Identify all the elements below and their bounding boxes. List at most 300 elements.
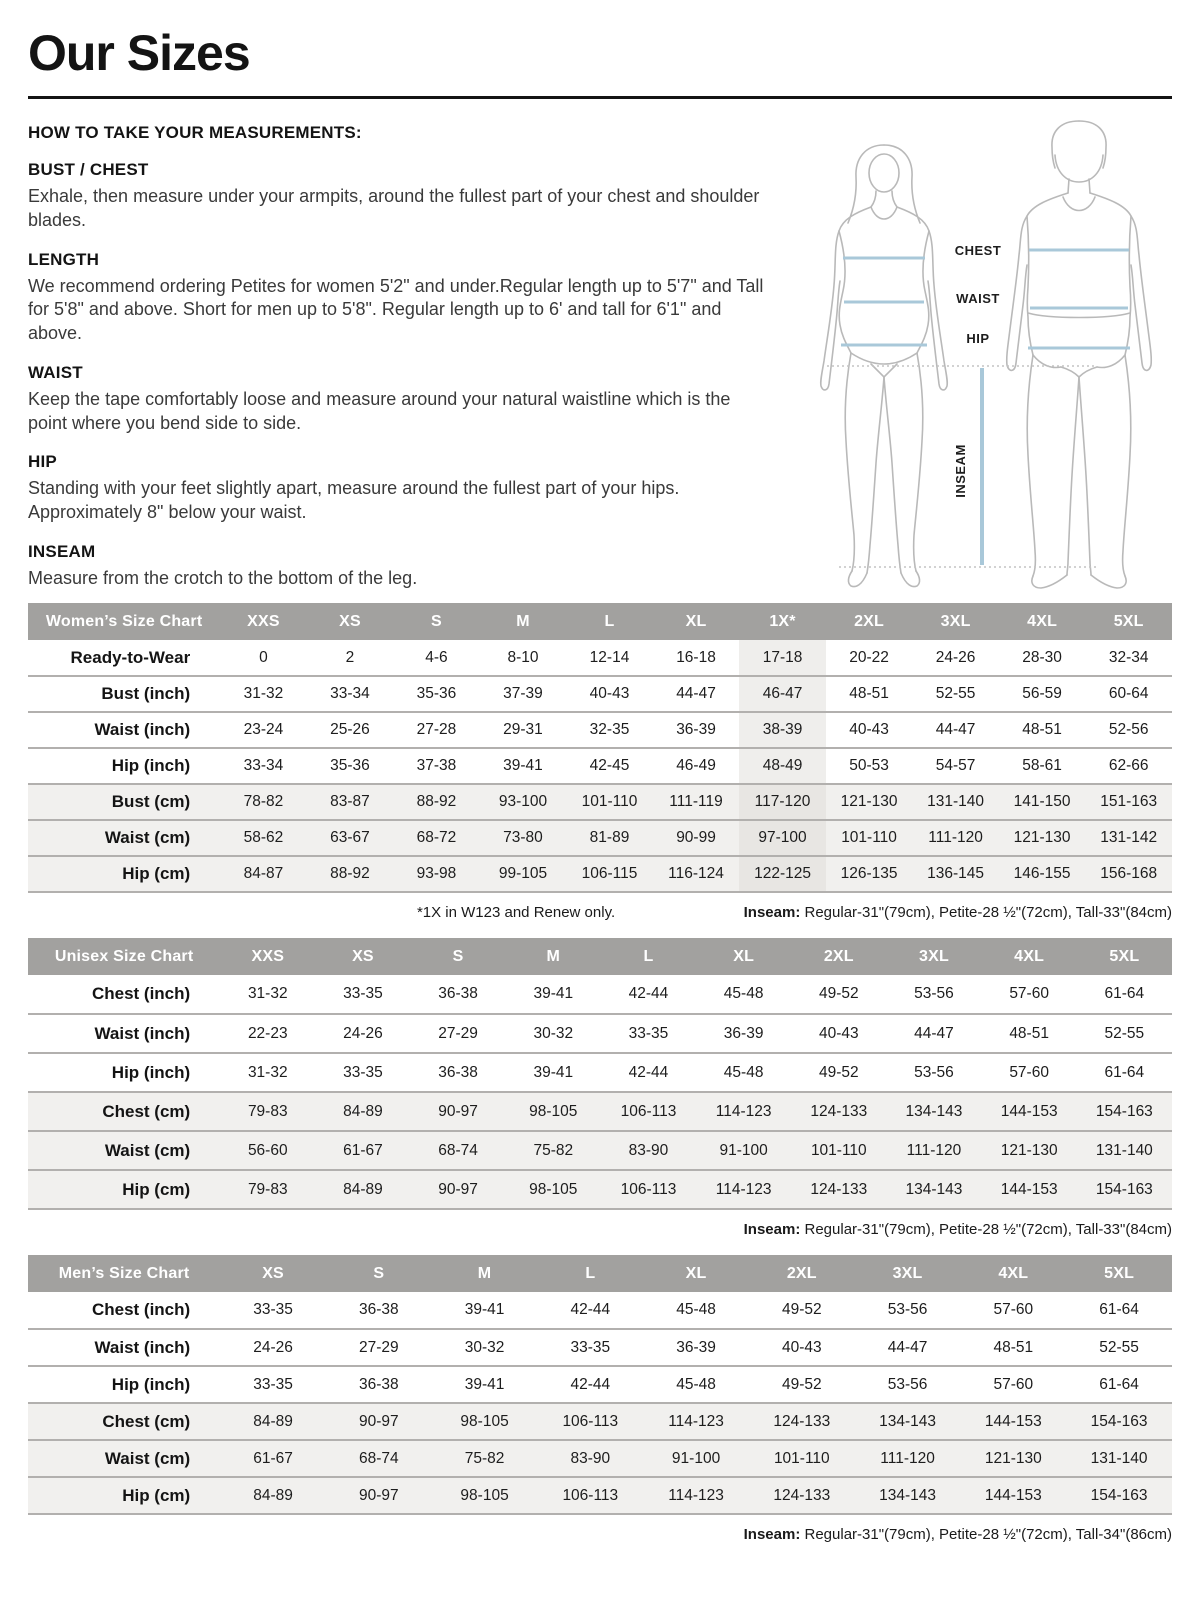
size-cell: 61-67 — [343, 1141, 383, 1159]
size-cell: 106-113 — [562, 1412, 619, 1430]
size-cell: 111-120 — [928, 829, 983, 846]
size-cell: 40-43 — [849, 721, 889, 738]
size-cell: 83-90 — [628, 1141, 669, 1159]
table-row — [28, 1440, 1172, 1477]
size-cell: 62-66 — [1108, 757, 1149, 774]
instruction-inseam — [28, 542, 770, 591]
size-cell: 39-41 — [464, 1301, 505, 1318]
size-cell: 144-153 — [984, 1486, 1042, 1504]
size-cell: 117-120 — [739, 784, 826, 820]
size-column-header: XXS — [220, 603, 307, 640]
size-cell: 156-168 — [1100, 865, 1158, 882]
table-title: Women’s Size Chart — [28, 603, 220, 640]
size-cell: 48-49 — [739, 748, 826, 784]
inseam-footnote-label: Inseam: — [743, 904, 801, 921]
size-cell: 90-97 — [438, 1180, 478, 1198]
instruction-body: Exhale, then measure under your armpits, around the fullest part of your chest and shoulder blades. — [28, 186, 760, 230]
size-column-header: 4XL — [982, 938, 1077, 975]
table-row — [28, 856, 1172, 892]
size-cell: 35-36 — [330, 757, 370, 774]
size-cell: 134-143 — [905, 1102, 963, 1120]
row-label: Waist (cm) — [104, 828, 191, 847]
instruction-heading: LENGTH — [28, 249, 100, 269]
size-cell: 124-133 — [810, 1102, 868, 1120]
size-column-header: M — [480, 603, 567, 640]
size-cell: 8-10 — [507, 648, 539, 666]
size-cell: 154-163 — [1095, 1102, 1153, 1120]
size-cell: 4-6 — [425, 648, 448, 666]
size-column-header: XS — [315, 938, 410, 975]
size-cell: 73-80 — [503, 829, 543, 846]
size-cell: 114-123 — [668, 1486, 724, 1504]
size-cell: 84-87 — [243, 865, 284, 882]
size-cell: 99-105 — [498, 865, 548, 882]
size-cell: 39-41 — [464, 1375, 505, 1393]
size-cell: 121-130 — [840, 793, 898, 810]
size-column-header: 2XL — [791, 938, 886, 975]
size-cell: 88-92 — [330, 865, 370, 882]
size-cell: 40-43 — [589, 685, 630, 702]
size-cell: 45-48 — [676, 1375, 716, 1393]
instruction-body: Measure from the crotch to the bottom of the leg. — [28, 567, 418, 588]
table-title: Men’s Size Chart — [28, 1255, 220, 1292]
inseam-footnote-text: Regular-31"(79cm), Petite-28 ½"(72cm), Tall-33"(84cm) — [800, 904, 1172, 921]
size-column-header: S — [411, 938, 506, 975]
size-cell: 39-41 — [503, 757, 543, 774]
size-cell: 36-38 — [438, 1063, 478, 1081]
size-cell: 151-163 — [1100, 793, 1158, 810]
size-cell: 36-39 — [676, 721, 716, 738]
size-cell: 114-123 — [668, 1412, 724, 1430]
instruction-body: Keep the tape comfortably loose and measure around your natural waistline which is the point where you bend side to side. — [28, 388, 731, 433]
size-cell: 57-60 — [1009, 1063, 1049, 1081]
size-cell: 57-60 — [993, 1375, 1034, 1393]
size-cell: 78-82 — [243, 793, 284, 810]
table-row — [28, 1477, 1172, 1514]
size-cell: 33-35 — [628, 1024, 669, 1042]
row-label: Waist (inch) — [94, 1023, 191, 1043]
size-column-header: XL — [653, 603, 740, 640]
size-cell: 101-110 — [841, 829, 897, 846]
size-cell: 52-55 — [1104, 1024, 1145, 1042]
table-row — [28, 1329, 1172, 1366]
size-cell: 84-89 — [253, 1412, 293, 1430]
inseam-footnote-text: Regular-31"(79cm), Petite-28 ½"(72cm), Tall-33"(84cm) — [800, 1221, 1172, 1238]
size-column-header: S — [326, 1255, 432, 1292]
size-cell: 42-44 — [628, 985, 669, 1002]
size-column-header: 5XL — [1077, 938, 1172, 975]
table-row — [28, 712, 1172, 748]
size-cell: 52-55 — [935, 685, 976, 702]
size-cell: 53-56 — [914, 985, 954, 1002]
size-cell: 106-113 — [620, 1180, 677, 1198]
size-cell: 36-39 — [676, 1338, 716, 1356]
size-cell: 37-38 — [416, 757, 457, 774]
inseam-footnote-label: Inseam: — [743, 1221, 801, 1238]
size-cell: 61-64 — [1099, 1301, 1139, 1318]
size-column-header: XS — [307, 603, 394, 640]
size-cell: 36-38 — [358, 1375, 399, 1393]
table-header-row — [28, 1255, 1172, 1292]
size-cell: 101-110 — [581, 793, 638, 810]
size-cell: 33-35 — [253, 1301, 293, 1318]
size-cell: 131-140 — [1095, 1141, 1153, 1159]
size-column-header: 3XL — [912, 603, 999, 640]
size-cell: 48-51 — [993, 1338, 1034, 1356]
size-cell: 111-119 — [669, 793, 723, 810]
size-cell: 25-26 — [330, 721, 370, 738]
size-cell: 33-35 — [253, 1375, 293, 1393]
size-cell: 114-123 — [715, 1102, 772, 1120]
size-cell: 29-31 — [503, 721, 543, 738]
size-cell: 53-56 — [887, 1301, 928, 1318]
instruction-hip — [28, 452, 770, 525]
size-cell: 134-143 — [879, 1486, 936, 1504]
size-cell: 32-35 — [589, 721, 630, 738]
size-cell: 32-34 — [1108, 648, 1149, 666]
size-cell: 49-52 — [818, 1063, 859, 1081]
size-cell: 134-143 — [879, 1412, 936, 1430]
size-cell: 124-133 — [810, 1180, 868, 1198]
chest-label: CHEST — [954, 243, 1002, 258]
size-cell: 83-87 — [330, 793, 370, 810]
unisex-chart-footnotes — [28, 1221, 1172, 1239]
size-cell: 49-52 — [781, 1375, 822, 1393]
inseam-footnote-label: Inseam: — [743, 1526, 801, 1543]
size-cell: 111-120 — [880, 1449, 935, 1467]
size-column-header: 5XL — [1085, 603, 1172, 640]
size-column-header: S — [393, 603, 480, 640]
size-cell: 0 — [259, 648, 268, 666]
man-figure-outline — [1007, 121, 1152, 588]
size-column-header: L — [601, 938, 696, 975]
size-cell: 30-32 — [464, 1338, 505, 1356]
row-label: Waist (cm) — [104, 1140, 191, 1160]
size-column-header: 3XL — [886, 938, 981, 975]
size-cell: 60-64 — [1108, 685, 1149, 702]
size-cell: 144-153 — [1000, 1102, 1058, 1120]
size-cell: 131-140 — [1090, 1449, 1148, 1467]
table-row — [28, 1292, 1172, 1329]
size-cell: 22-23 — [247, 1024, 288, 1042]
size-cell: 31-32 — [247, 985, 288, 1002]
size-cell: 17-18 — [739, 640, 826, 676]
size-cell: 116-124 — [668, 865, 724, 882]
size-cell: 84-89 — [253, 1486, 293, 1504]
size-cell: 27-28 — [416, 721, 457, 738]
row-label: Hip (inch) — [111, 1062, 191, 1082]
size-cell: 42-45 — [589, 757, 630, 774]
size-column-header: L — [537, 1255, 643, 1292]
size-cell: 53-56 — [914, 1063, 954, 1081]
size-cell: 90-97 — [358, 1412, 399, 1430]
size-column-header: 1X* — [739, 603, 826, 640]
size-cell: 68-74 — [358, 1449, 399, 1467]
title-divider — [28, 96, 1172, 99]
size-cell: 56-59 — [1022, 685, 1062, 702]
table-row — [28, 640, 1172, 676]
size-cell: 46-47 — [739, 676, 826, 712]
size-cell: 42-44 — [570, 1375, 611, 1393]
size-cell: 101-110 — [773, 1449, 830, 1467]
size-column-header: 3XL — [855, 1255, 961, 1292]
size-column-header: M — [432, 1255, 538, 1292]
size-cell: 63-67 — [330, 829, 370, 846]
size-column-header: L — [566, 603, 653, 640]
row-label: Chest (inch) — [91, 1300, 191, 1319]
table-header-row — [28, 603, 1172, 640]
size-cell: 24-26 — [935, 648, 976, 666]
size-cell: 44-47 — [914, 1024, 954, 1042]
size-cell: 49-52 — [781, 1301, 822, 1318]
size-cell: 98-105 — [460, 1486, 509, 1504]
size-cell: 141-150 — [1013, 793, 1071, 810]
measurement-instructions — [28, 121, 780, 591]
size-cell: 146-155 — [1013, 865, 1071, 882]
size-cell: 154-163 — [1095, 1180, 1153, 1198]
measurement-diagram — [780, 115, 1172, 593]
instruction-heading: INSEAM — [28, 541, 96, 561]
size-column-header: XS — [220, 1255, 326, 1292]
table-title: Unisex Size Chart — [28, 938, 220, 975]
size-cell: 90-99 — [676, 829, 716, 846]
size-cell: 106-115 — [581, 865, 638, 882]
row-label: Waist (inch) — [94, 1337, 191, 1357]
size-cell: 45-48 — [723, 985, 764, 1002]
size-cell: 36-39 — [723, 1024, 764, 1042]
size-cell: 93-100 — [498, 793, 548, 810]
size-cell: 56-60 — [247, 1141, 288, 1159]
row-label: Hip (cm) — [122, 864, 191, 883]
size-cell: 111-120 — [906, 1141, 962, 1159]
size-cell: 144-153 — [984, 1412, 1042, 1430]
size-column-header: XL — [643, 1255, 749, 1292]
size-cell: 33-35 — [343, 985, 383, 1002]
size-cell: 88-92 — [416, 793, 457, 810]
size-cell: 84-89 — [343, 1102, 383, 1120]
size-cell: 106-113 — [620, 1102, 677, 1120]
size-cell: 98-105 — [460, 1412, 509, 1430]
womens-chart-footnotes — [28, 904, 1172, 922]
size-cell: 106-113 — [562, 1486, 619, 1504]
inseam-label: INSEAM — [953, 444, 968, 498]
table-row — [28, 975, 1172, 1014]
instruction-length — [28, 250, 770, 346]
size-cell: 33-35 — [343, 1063, 383, 1081]
size-cell: 144-153 — [1000, 1180, 1058, 1198]
table-header-row — [28, 938, 1172, 975]
womens-1x-footnote: *1X in W123 and Renew only. — [416, 904, 616, 921]
table-row — [28, 676, 1172, 712]
instruction-heading: HIP — [28, 452, 57, 472]
instruction-body: Standing with your feet slightly apart, measure around the fullest part of your hips. Approximately 8" below your waist. — [28, 478, 680, 522]
size-cell: 31-32 — [247, 1063, 288, 1081]
size-cell: 52-55 — [1099, 1338, 1139, 1356]
row-label: Hip (cm) — [122, 1485, 191, 1505]
size-cell: 45-48 — [676, 1301, 716, 1318]
size-cell: 50-53 — [849, 757, 889, 774]
mens-size-chart — [28, 1255, 1172, 1515]
size-cell: 57-60 — [1009, 985, 1049, 1002]
size-cell: 121-130 — [1013, 829, 1071, 846]
size-cell: 57-60 — [993, 1301, 1034, 1318]
size-cell: 44-47 — [935, 721, 976, 738]
size-cell: 131-142 — [1100, 829, 1158, 846]
size-cell: 12-14 — [589, 648, 630, 666]
size-column-header: 2XL — [749, 1255, 855, 1292]
size-cell: 36-38 — [358, 1301, 399, 1318]
size-cell: 121-130 — [1000, 1141, 1058, 1159]
size-cell: 61-64 — [1099, 1375, 1139, 1393]
size-cell: 48-51 — [849, 685, 889, 702]
size-cell: 154-163 — [1090, 1412, 1148, 1430]
size-column-header: XXS — [220, 938, 315, 975]
size-cell: 90-97 — [438, 1102, 478, 1120]
table-row — [28, 1053, 1172, 1092]
size-cell: 46-49 — [676, 757, 716, 774]
size-cell: 38-39 — [739, 712, 826, 748]
instruction-bust-chest — [28, 160, 770, 233]
size-column-header: XL — [696, 938, 791, 975]
size-cell: 75-82 — [533, 1141, 574, 1159]
size-column-header: 4XL — [999, 603, 1086, 640]
table-row — [28, 820, 1172, 856]
size-cell: 124-133 — [773, 1412, 831, 1430]
size-cell: 23-24 — [243, 721, 284, 738]
size-cell: 131-140 — [927, 793, 985, 810]
size-cell: 42-44 — [628, 1063, 669, 1081]
row-label: Hip (inch) — [111, 1374, 191, 1394]
size-cell: 75-82 — [464, 1449, 505, 1467]
size-cell: 154-163 — [1090, 1486, 1148, 1504]
intro-section — [28, 121, 1172, 593]
size-cell: 48-51 — [1009, 1024, 1049, 1042]
size-cell: 44-47 — [887, 1338, 928, 1356]
size-cell: 90-97 — [358, 1486, 399, 1504]
waist-label: WAIST — [956, 291, 1000, 306]
womens-size-chart — [28, 603, 1172, 893]
row-label: Ready-to-Wear — [70, 647, 191, 667]
unisex-inseam-footnote — [744, 1221, 1172, 1239]
size-column-header: 2XL — [826, 603, 913, 640]
size-cell: 53-56 — [887, 1375, 928, 1393]
size-cell: 93-98 — [416, 865, 457, 882]
size-cell: 42-44 — [570, 1301, 611, 1318]
size-cell: 134-143 — [905, 1180, 963, 1198]
size-cell: 2 — [345, 648, 355, 666]
size-cell: 126-135 — [840, 865, 898, 882]
size-cell: 24-26 — [343, 1024, 383, 1042]
size-cell: 61-64 — [1104, 1063, 1145, 1081]
size-cell: 136-145 — [927, 865, 985, 882]
size-cell: 49-52 — [818, 985, 859, 1002]
row-label: Bust (cm) — [111, 792, 191, 811]
size-cell: 40-43 — [781, 1338, 822, 1356]
size-cell: 33-34 — [243, 757, 284, 774]
size-cell: 68-74 — [438, 1141, 478, 1159]
size-cell: 27-29 — [438, 1024, 478, 1042]
size-cell: 97-100 — [739, 820, 826, 856]
mens-chart-footnotes — [28, 1526, 1172, 1544]
size-cell: 79-83 — [247, 1102, 288, 1120]
size-cell: 124-133 — [773, 1486, 831, 1504]
womens-inseam-footnote — [744, 904, 1172, 922]
size-cell: 28-30 — [1022, 648, 1062, 666]
table-row — [28, 1092, 1172, 1131]
row-label: Waist (inch) — [94, 720, 191, 739]
row-label: Chest (cm) — [102, 1101, 191, 1121]
body-figures-illustration — [787, 115, 1172, 593]
size-cell: 58-61 — [1022, 757, 1062, 774]
size-cell: 33-34 — [330, 685, 370, 702]
instruction-body: We recommend ordering Petites for women 5'2" and under.Regular length up to 5'7" and Tall for 5'8" and above. Short for men up to 5'8". Regular length up to 6' and tall for 6'1" and above. — [28, 275, 764, 343]
size-cell: 121-130 — [984, 1449, 1042, 1467]
size-cell: 31-32 — [243, 685, 284, 702]
size-cell: 61-64 — [1104, 985, 1145, 1002]
row-label: Bust (inch) — [101, 684, 191, 703]
size-cell: 52-56 — [1108, 721, 1149, 738]
instruction-heading: BUST / CHEST — [28, 160, 149, 179]
size-cell: 45-48 — [723, 1063, 764, 1081]
instruction-waist — [28, 363, 770, 436]
table-row — [28, 1170, 1172, 1209]
size-column-header: M — [506, 938, 601, 975]
size-column-header: 4XL — [960, 1255, 1066, 1292]
size-cell: 24-26 — [253, 1338, 293, 1356]
size-cell: 30-32 — [533, 1024, 574, 1042]
size-cell: 84-89 — [343, 1180, 383, 1198]
size-cell: 91-100 — [719, 1141, 768, 1159]
unisex-size-chart — [28, 938, 1172, 1210]
hip-label: HIP — [966, 331, 990, 346]
size-cell: 37-39 — [503, 685, 543, 702]
size-column-header: 5XL — [1066, 1255, 1172, 1292]
size-cell: 20-22 — [849, 648, 889, 666]
table-row — [28, 1366, 1172, 1403]
size-cell: 16-18 — [676, 648, 716, 666]
size-cell: 98-105 — [529, 1102, 578, 1120]
row-label: Chest (cm) — [102, 1411, 191, 1431]
size-cell: 33-35 — [570, 1338, 611, 1356]
table-row — [28, 748, 1172, 784]
size-cell: 54-57 — [935, 757, 976, 774]
size-cell: 101-110 — [810, 1141, 867, 1159]
size-cell: 40-43 — [818, 1024, 859, 1042]
size-cell: 39-41 — [533, 1063, 574, 1081]
size-cell: 35-36 — [416, 685, 457, 702]
size-cell: 114-123 — [715, 1180, 772, 1198]
inseam-footnote-text: Regular-31"(79cm), Petite-28 ½"(72cm), Tall-34"(86cm) — [800, 1526, 1172, 1543]
size-cell: 36-38 — [438, 985, 478, 1002]
table-row — [28, 1131, 1172, 1170]
size-cell: 122-125 — [739, 856, 826, 892]
row-label: Waist (cm) — [104, 1448, 191, 1468]
table-row — [28, 784, 1172, 820]
row-label: Hip (cm) — [122, 1179, 191, 1199]
size-cell: 48-51 — [1022, 721, 1062, 738]
size-cell: 68-72 — [416, 829, 457, 846]
size-cell: 81-89 — [589, 829, 630, 846]
row-label: Hip (inch) — [111, 756, 191, 775]
size-cell: 27-29 — [358, 1338, 399, 1356]
instruction-heading: WAIST — [28, 362, 83, 382]
size-cell: 91-100 — [671, 1449, 721, 1467]
table-row — [28, 1014, 1172, 1053]
row-label: Chest (inch) — [91, 984, 191, 1003]
table-row — [28, 1403, 1172, 1440]
size-cell: 61-67 — [253, 1449, 293, 1467]
page-title: Our Sizes — [28, 25, 250, 81]
